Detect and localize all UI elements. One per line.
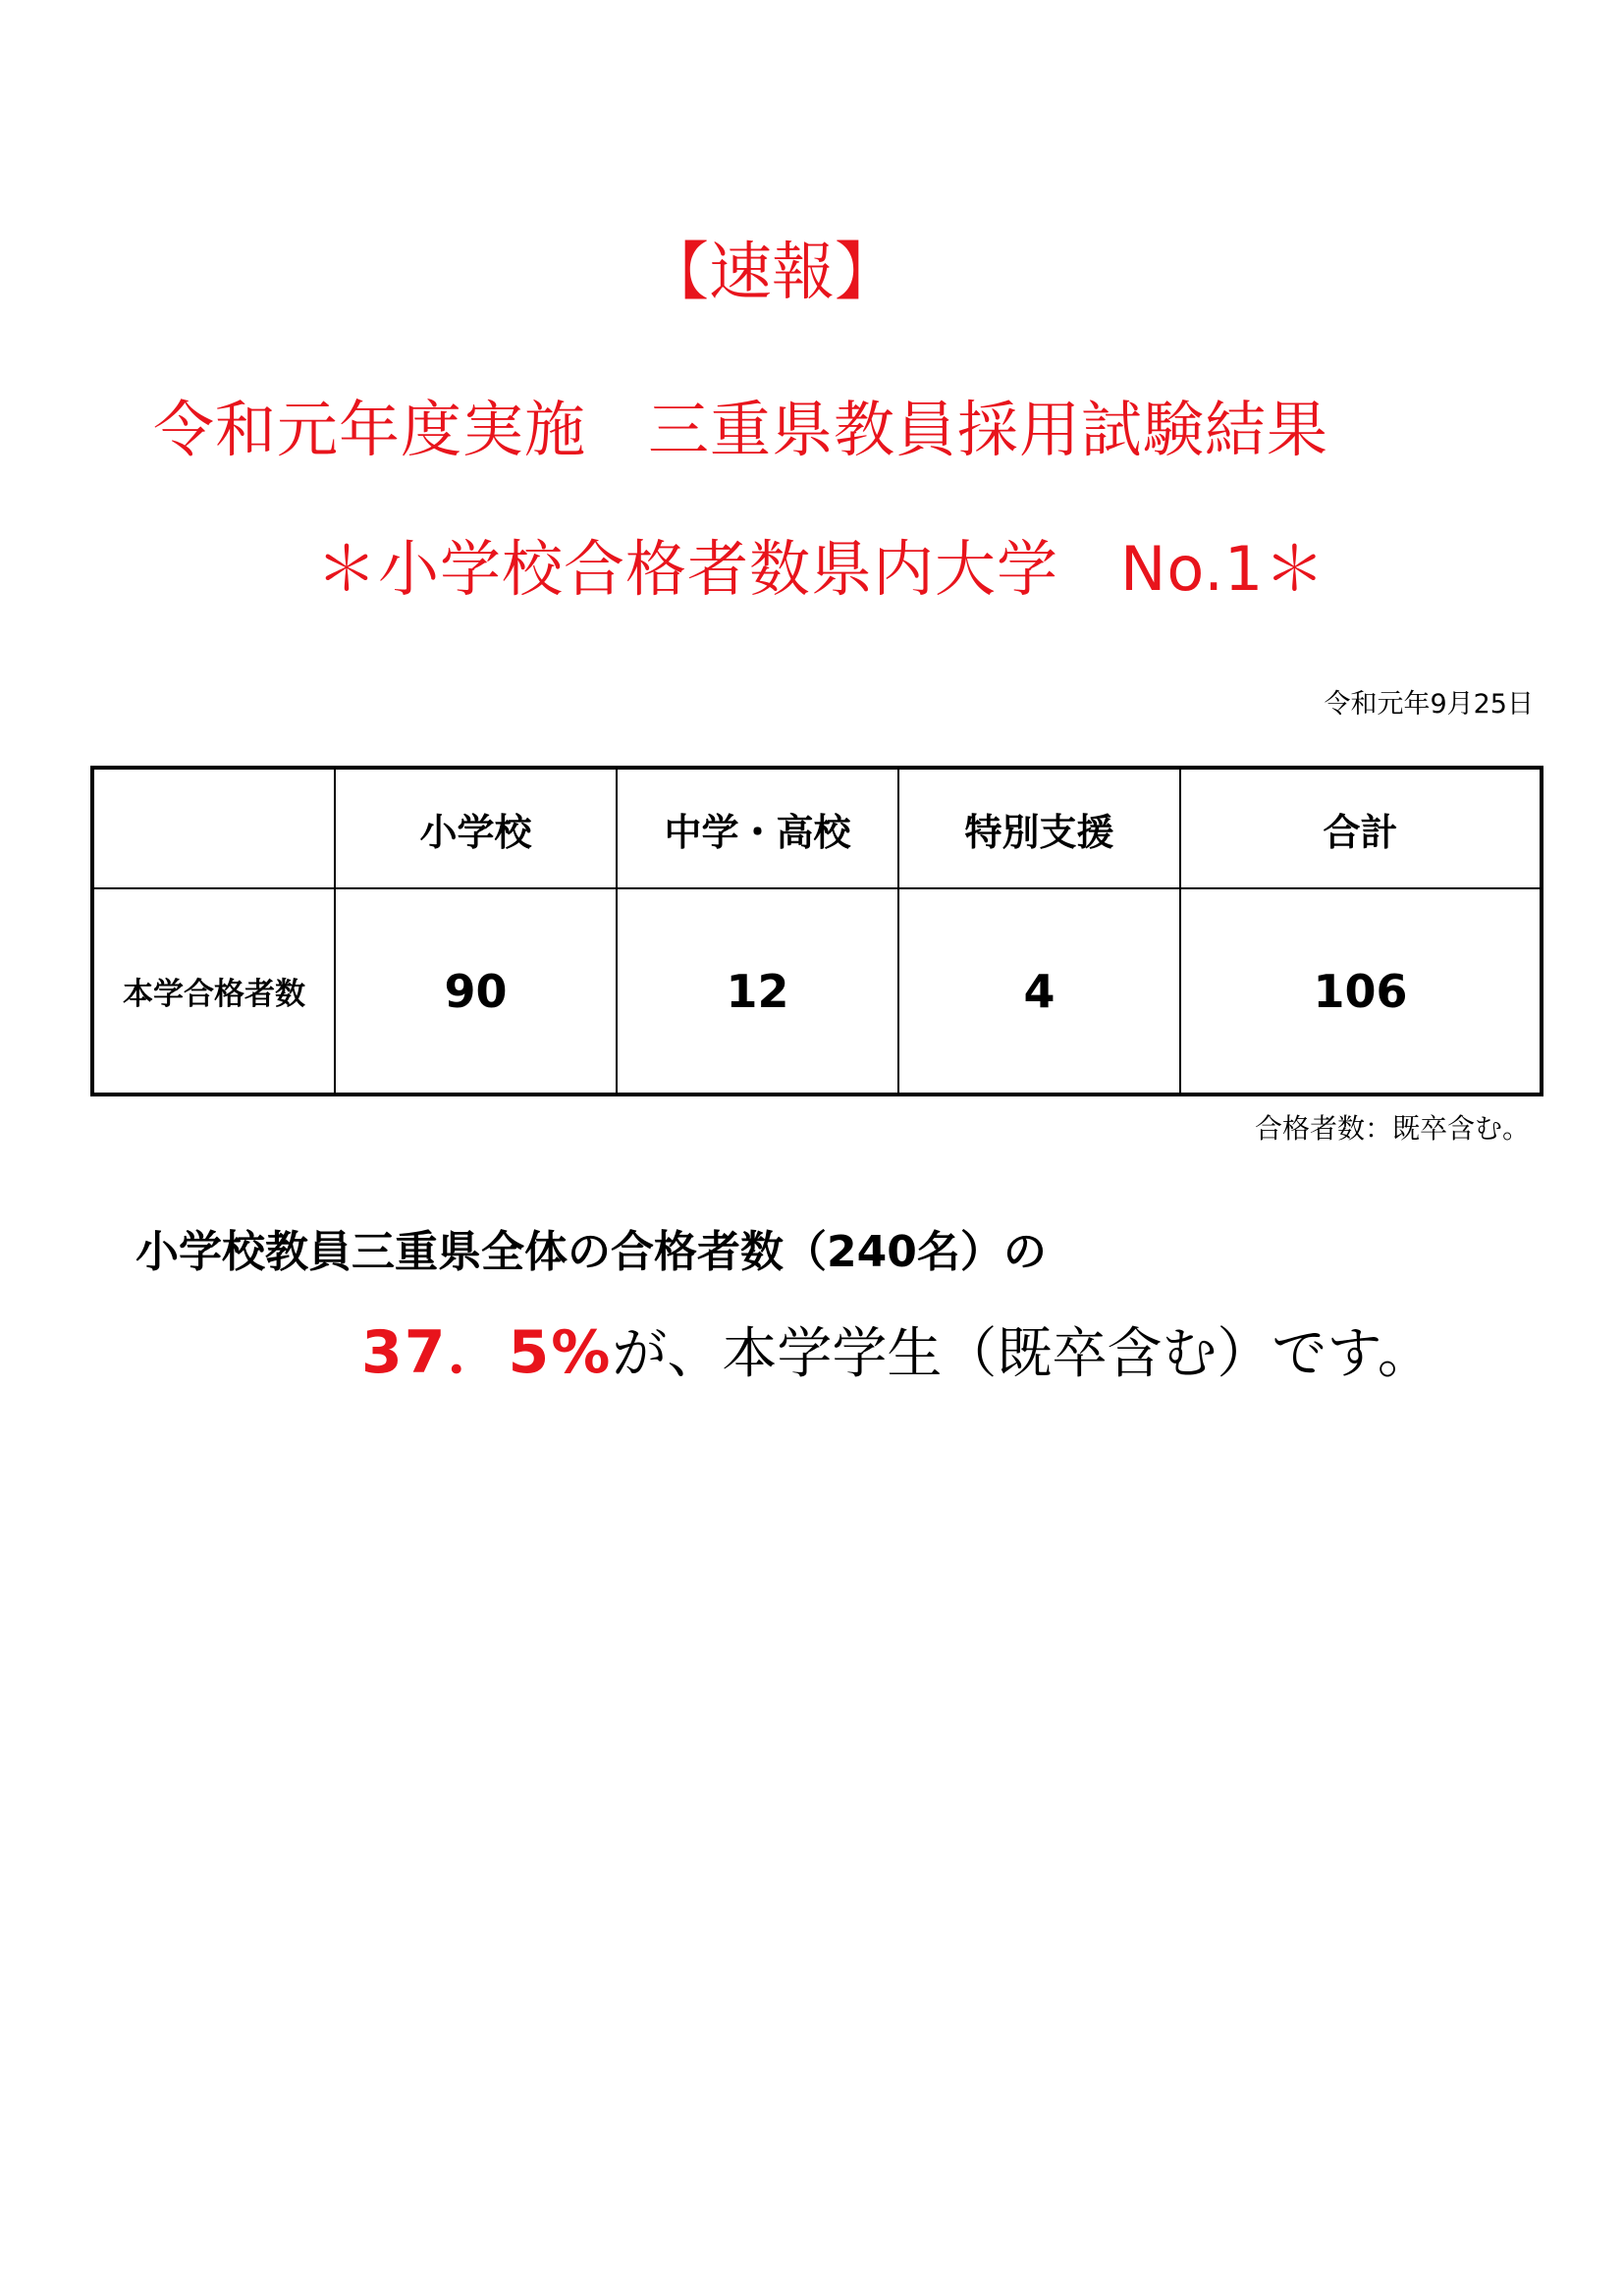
column-header-elementary: 小学校 — [335, 768, 617, 888]
publish-date: 令和元年9月25日 — [1324, 689, 1534, 720]
cell-total-count: 106 — [1180, 888, 1542, 1095]
percent-highlight: 37．5% — [361, 1318, 613, 1387]
table-footnote: 合格者数：既卒含む。 — [1254, 1112, 1530, 1145]
summary-line-1: 小学校教員三重県全体の合格者数（240名）の — [135, 1227, 1047, 1277]
page-title: 令和元年度実施 三重県教員採用試験結果 — [153, 394, 1329, 465]
table-header-row — [92, 768, 1542, 888]
cell-elementary-count: 90 — [335, 888, 617, 1095]
table-row — [92, 888, 1542, 1095]
column-header-blank — [92, 768, 335, 888]
summary-line-2 — [361, 1313, 1433, 1394]
column-header-special-support: 特別支援 — [898, 768, 1180, 888]
column-header-total: 合計 — [1180, 768, 1542, 888]
results-table — [90, 766, 1543, 1096]
flash-heading: 【速報】 — [646, 237, 897, 309]
summary-line-2-text: が、本学学生（既卒含む）です。 — [612, 1322, 1433, 1386]
row-label-passers: 本学合格者数 — [92, 888, 335, 1095]
cell-special-support-count: 4 — [898, 888, 1180, 1095]
column-header-junior-senior-high: 中学・高校 — [617, 768, 898, 888]
cell-junior-senior-high-count: 12 — [617, 888, 898, 1095]
page-subtitle: ＊小学校合格者数県内大学 No.1＊ — [316, 533, 1326, 605]
